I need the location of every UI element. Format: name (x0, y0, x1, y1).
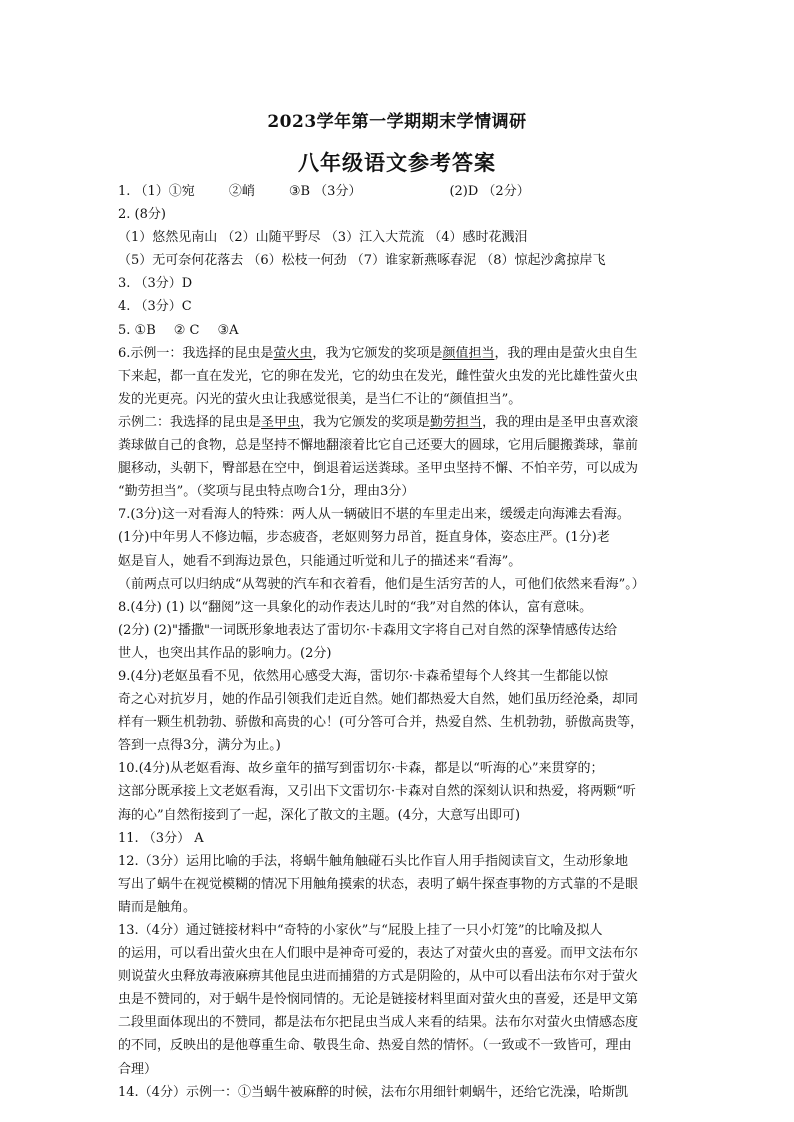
answer-7-line: (1分)中年男人不修边幅，步态疲沓，老妪则努力昂首，挺直身体，姿态庄严。(1分)老 (118, 530, 610, 546)
answer-9-line: 样有一颗生机勃勃、骄傲和高贵的心！(可分答可合并，热爱自然、生机勃勃，骄傲高贵等， (118, 715, 644, 731)
answer-11: 11. （3分） A (118, 830, 204, 846)
answer-6-line: 6.示例一：我选择的昆虫是萤火虫，我为它颁发的奖项是颜值担当，我的理由是萤火虫自生 (118, 345, 638, 361)
answer-9-line: 奇之心对抗岁月，她的作品引领我们走近自然。她们都热爱大自然，她们虽历经沧桑，却同 (118, 692, 639, 708)
answer-13-line: 合理） (118, 1061, 158, 1077)
answer-13-line: 13.（4分）通过链接材料中“奇特的小家伙”与“屁股上挂了一只小灯笼”的比喻及拟人 (118, 923, 603, 938)
answer-9-line: 答到一点得3分，满分为止。) (118, 738, 281, 754)
answer-6-line: 示例二：我选择的昆虫是圣甲虫，我为它颁发的奖项是勤劳担当，我的理由是圣甲虫喜欢滚 (118, 414, 639, 430)
answer-4: 4. （3分）C (118, 299, 192, 315)
underlined-insect: 圣甲虫 (261, 414, 301, 430)
answer-10-line: 这部分既承接上文老妪看海，又引出下文雷切尔·卡森对自然的深刻认识和热爱，将两颗“听 (118, 784, 636, 800)
answer-5: 5. ①B ② C ③A (118, 322, 239, 338)
answer-14-line: 14.（4分）示例一：①当蜗牛被麻醉的时候，法布尔用细针刺蜗牛，还给它洗澡，哈斯凯 (118, 1084, 628, 1100)
answer-2-heading: 2. (8分) (118, 207, 166, 223)
answer-12-line: 12.（3分）运用比喻的手法，将蜗牛触角触碰石头比作盲人用手指阅读盲文，生动形象地 (118, 853, 628, 869)
answer-6-line: “勤劳担当”。（奖项与昆虫特点吻合1分，理由3分） (118, 484, 415, 500)
answer-13-line: 虫是不赞同的，对于蜗牛是怜悯同情的。无论是链接材料里面对萤火虫的喜爱，还是甲文第 (118, 992, 639, 1008)
answer-12-line: 写出了蜗牛在视觉模糊的情况下用触角摸索的状态，表明了蜗牛探查事物的方式靠的不是眼 (118, 876, 639, 892)
underlined-award: 勤劳担当 (430, 414, 483, 430)
answer-7-line: （前两点可以归纳成“从驾驶的汽车和衣着看，他们是生活穷苦的人，可他们依然来看海”。） (118, 576, 645, 592)
answer-8-line: 8.(4分) (1) 以“翻阅”这一具象化的动作表达儿时的“我”对自然的体认，富有意味。 (118, 599, 593, 615)
answer-1: 1. （1）①宛 ②峭 ③B （3分） (2)D （2分） (118, 184, 530, 199)
answer-10-line: 10.(4分)从老妪看海、故乡童年的描写到雷切尔·卡森，都是以“听海的心”来贯穿的； (118, 761, 604, 777)
answer-7-line: 妪是盲人，她看不到海边景色，只能通过听觉和儿子的描述来“看海”。 (118, 553, 522, 569)
answer-13-line: 则说萤火虫释放毒液麻痹其他昆虫进而捕猎的方式是阴险的，从中可以看出法布尔对于萤火 (118, 969, 639, 985)
answer-2-row-1: （1）悠然见南山 （2）山随平野尽 （3）江入大荒流 （4）感时花溅泪 (118, 230, 528, 246)
answer-6-line: 发的光更亮。闪光的萤火虫让我感觉很美，是当仁不让的“颜值担当”。 (118, 391, 522, 407)
answer-2-row-2: （5）无可奈何花落去 （6）松枝一何劲 （7）谁家新燕啄春泥 （8）惊起沙禽掠岸飞 (118, 253, 606, 269)
answer-8-line: 世人，也突出其作品的影响力。(2分) (118, 645, 332, 661)
answer-6-line: 粪球做自己的食物，总是坚持不懈地翻滚着比它自己还要大的圆球，它用后腿搬粪球，靠前 (118, 438, 639, 454)
document-title: 2023学年第一学期期末学情调研 (267, 112, 527, 132)
answer-9-line: 9.(4分)老妪虽看不见，依然用心感受大海，雷切尔·卡森希望每个人终其一生都能以惊 (118, 668, 608, 684)
answer-body (118, 180, 678, 1104)
answer-13-line: 的不同，反映出的是他尊重生命、敬畏生命、热爱自然的情怀。（一致或不一致皆可，理由 (118, 1038, 632, 1054)
underlined-insect: 萤火虫 (273, 345, 313, 361)
answer-6-line: 腿移动，头朝下，臀部悬在空中，倒退着运送粪球。圣甲虫坚持不懈、不怕辛劳，可以成为 (118, 461, 639, 477)
answer-13-line: 的运用，可以看出萤火虫在人们眼中是神奇可爱的，表达了对萤火虫的喜爱。而甲文法布尔 (118, 946, 639, 962)
answer-13-line: 二段里面体现出的不赞同，都是法布尔把昆虫当成人来看的结果。法布尔对萤火虫情感态度 (118, 1015, 639, 1031)
underlined-award: 颜值担当 (442, 345, 495, 361)
answer-10-line: 海的心”自然衔接到了一起，深化了散文的主题。(4分，大意写出即可) (118, 807, 521, 823)
document-subtitle: 八年级语文参考答案 (298, 150, 496, 175)
answer-3: 3. （3分）D (118, 276, 193, 292)
answer-12-line: 睛而是触角。 (118, 899, 197, 915)
answer-7-line: 7.(3分)这一对看海人的特殊：两人从一辆破旧不堪的车里走出来，缓缓走向海滩去看海。 (118, 507, 630, 523)
answer-6-line: 下来起，都一直在发光，它的卵在发光，它的幼虫在发光，雌性萤火虫发的光比雄性萤火虫 (118, 368, 639, 384)
answer-8-line: (2分) (2)"播撒"一词既形象地表达了雷切尔·卡森用文字将自己对自然的深挚情感传达给 (118, 622, 618, 638)
